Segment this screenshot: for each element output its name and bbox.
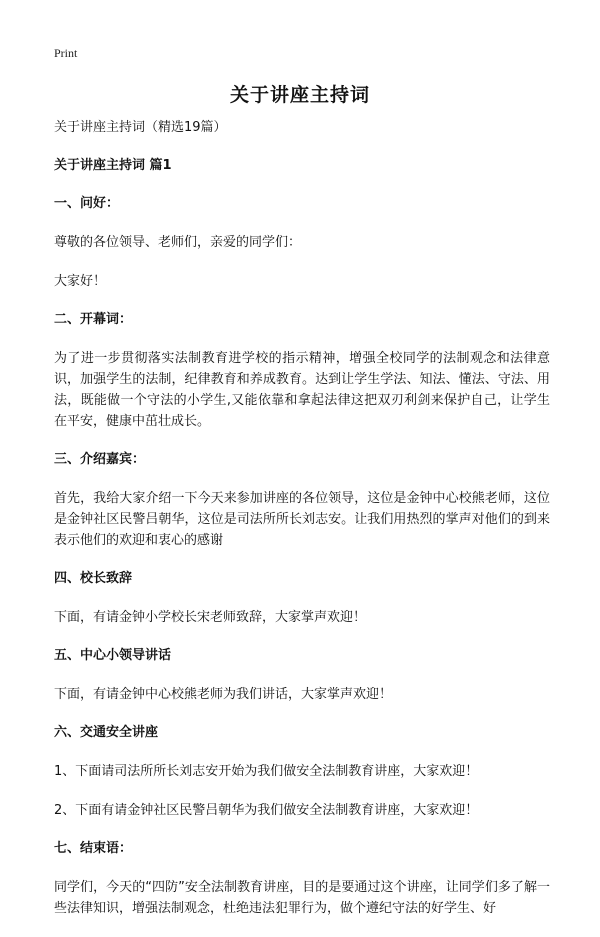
section-heading-principal: 四、校长致辞 [54, 571, 133, 586]
paragraph: 2、下面有请金钟社区民警吕朝华为我们做安全法制教育讲座，大家欢迎！ [54, 803, 479, 818]
print-link[interactable]: Print [54, 46, 78, 60]
chapter-heading: 关于讲座主持词 篇1 [54, 158, 172, 173]
section-heading-guests: 三、介绍嘉宾： [54, 452, 146, 467]
paragraph: 1、下面请司法所所长刘志安开始为我们做安全法制教育讲座，大家欢迎！ [54, 764, 479, 779]
paragraph: 同学们，今天的“四防”安全法制教育讲座，目的是要通过这个讲座，让同学们多了解一些法律知识，增强法制观念，杜绝违法犯罪行为，做个遵纪守法的好学生、好 [54, 880, 550, 916]
document-title: 关于讲座主持词 [229, 84, 370, 106]
paragraph: 尊敬的各位领导、老师们，亲爱的同学们： [54, 235, 302, 250]
paragraph: 下面，有请金钟中心校熊老师为我们讲话，大家掌声欢迎！ [54, 687, 393, 702]
section-heading-greeting: 一、问好： [54, 196, 120, 211]
paragraph: 首先，我给大家介绍一下今天来参加讲座的各位领导，这位是金钟中心校熊老师，这位是金钟社区民警吕朝华，这位是司法所所长刘志安。让我们用热烈的掌声对他们的到来表示他们的欢迎和衷心的感谢 [54, 491, 550, 548]
section-heading-closing: 七、结束语： [54, 841, 133, 856]
section-heading-opening: 二、开幕词： [54, 312, 133, 327]
document-body [54, 118, 550, 937]
paragraph: 为了进一步贯彻落实法制教育进学校的指示精神，增强全校同学的法制观念和法律意识，加强学生的法制，纪律教育和养成教育。达到让学生学法、知法、懂法、守法、用法，既能做一个守法的小学生,又能依靠和拿起法律这把双刃利剑来保护自己，让学生在平安，健康中茁壮成长。 [54, 351, 550, 429]
paragraph: 下面，有请金钟小学校长宋老师致辞，大家掌声欢迎！ [54, 610, 367, 625]
document-subtitle: 关于讲座主持词（精选19篇） [54, 120, 227, 135]
section-heading-traffic-safety: 六、交通安全讲座 [54, 725, 159, 740]
paragraph: 大家好！ [54, 274, 107, 289]
section-heading-leader-speech: 五、中心小领导讲话 [54, 648, 172, 663]
